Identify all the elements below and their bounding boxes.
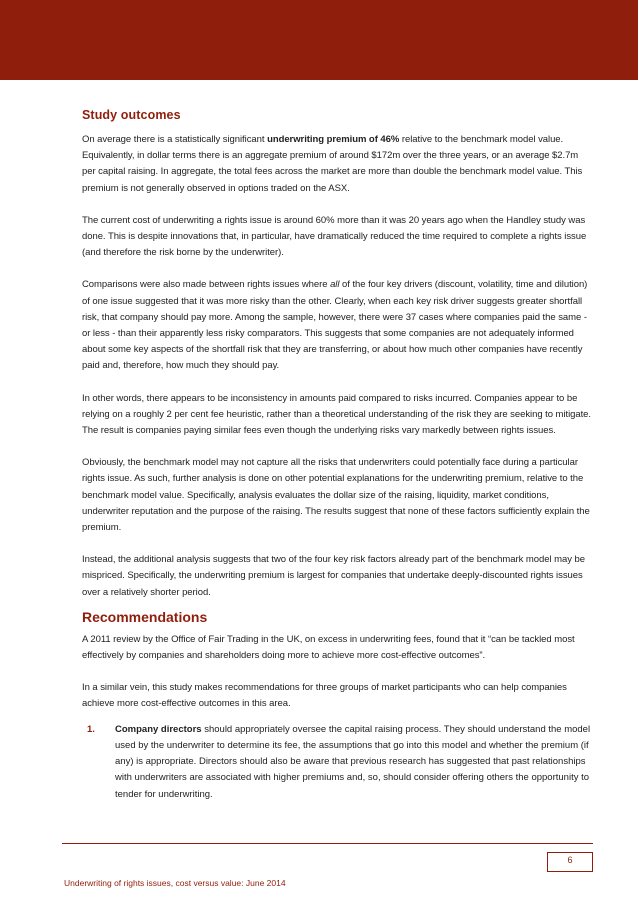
study-paragraph-1: [82, 132, 594, 197]
recommendations-list: [82, 722, 594, 803]
list-item: [82, 722, 594, 803]
study-paragraph-3: [82, 277, 594, 374]
text-run: Comparisons were also made between rights issues where: [82, 279, 331, 291]
text-run: On average there is a statistically significant: [82, 134, 268, 145]
study-paragraph-5: Obviously, the benchmark model may not capture all the risks that underwriters could potentially face during a particular rights issue. As such, further analysis is done on other potential explanations for the underwriting premium, relative to the benchmark model value. Specifically, analysis evaluates the dollar size of the raising, liquidity, market conditions, underwriter reputation and the purpose of the raising. The results suggest that none of these factors sufficiently explain the premium.: [82, 457, 590, 534]
document-body: [82, 108, 594, 803]
footer-rule: [62, 843, 593, 844]
recommendations-heading: Recommendations: [82, 608, 208, 625]
text-run: of the four key drivers (discount, volatility, time and dilution) of one issue suggested that it was more risky than the other. Clearly, when each key risk driver suggests greater shortfall risk, that company should pay more. Among the sample, however, there were 37 cases where companies paid the same - or less - than their apparently less risky comparators. This suggests that some companies are not adequately informed about some key aspects of the shortfall risk that they are transferring, or about how much other companies have recently paid and, therefore, how much they should pay.: [82, 279, 588, 372]
list-item-text: should appropriately oversee the capital raising process. They should understand the model used by the underwriter to determine its fee, the assumptions that go into this model and whether the premium (if any) is appropriate. Directors should also be aware that previous research has suggested that past relationships with underwriters are associated with higher premiums and, so, should consider offering others the opportunity to tender for underwriting.: [115, 723, 591, 800]
italic-run: all: [330, 279, 340, 291]
study-paragraph-6: Instead, the additional analysis suggests that two of the four key risk factors already part of the benchmark model may be mispriced. Specifically, the underwriting premium is largest for companies that undertake deeply-discounted rights issues over a relatively shorter period.: [82, 554, 585, 598]
list-item-number: 1.: [87, 723, 95, 735]
study-paragraph-2: The current cost of underwriting a rights issue is around 60% more than it was 20 years ago when the Handley study was done. This is despite innovations that, in particular, have dramatically reduced the time required to complete a rights issue (and therefore the risk borne by the underwriter).: [82, 214, 587, 259]
study-outcomes-heading: Study outcomes: [82, 108, 181, 122]
list-item-bold: Company directors: [115, 723, 202, 735]
bold-run: underwriting premium of 46%: [267, 134, 400, 145]
footer-title: Underwriting of rights issues, cost versus value: June 2014: [64, 878, 286, 888]
recommendations-paragraph-1: A 2011 review by the Office of Fair Trading in the UK, on excess in underwriting fees, found that it “can be tackled most effectively by companies and shareholders doing more to achieve more cost-effective outcomes”.: [82, 633, 575, 662]
recommendations-paragraph-2: In a similar vein, this study makes recommendations for three groups of market participants who can help companies achieve more cost-effective outcomes in this area.: [82, 682, 567, 710]
page-number: 6: [547, 852, 593, 872]
study-paragraph-4: In other words, there appears to be inconsistency in amounts paid compared to risks incurred. Companies appear to be relying on a roughly 2 per cent fee heuristic, rather than a theoretical understanding of the risk they are seeking to mitigate. The result is companies paying similar fees even though the underlying risks vary markedly between rights issues.: [82, 392, 592, 437]
text-run: relative to the benchmark model value. Equivalently, in dollar terms there is an aggregate premium of around $172m over the three years, or an average $2.7m per capital raising. In aggregate, the total fees across the market are more than double the benchmark model value. This premium is not generally observed in options traded on the ASX.: [82, 134, 583, 194]
header-band: [0, 0, 638, 80]
